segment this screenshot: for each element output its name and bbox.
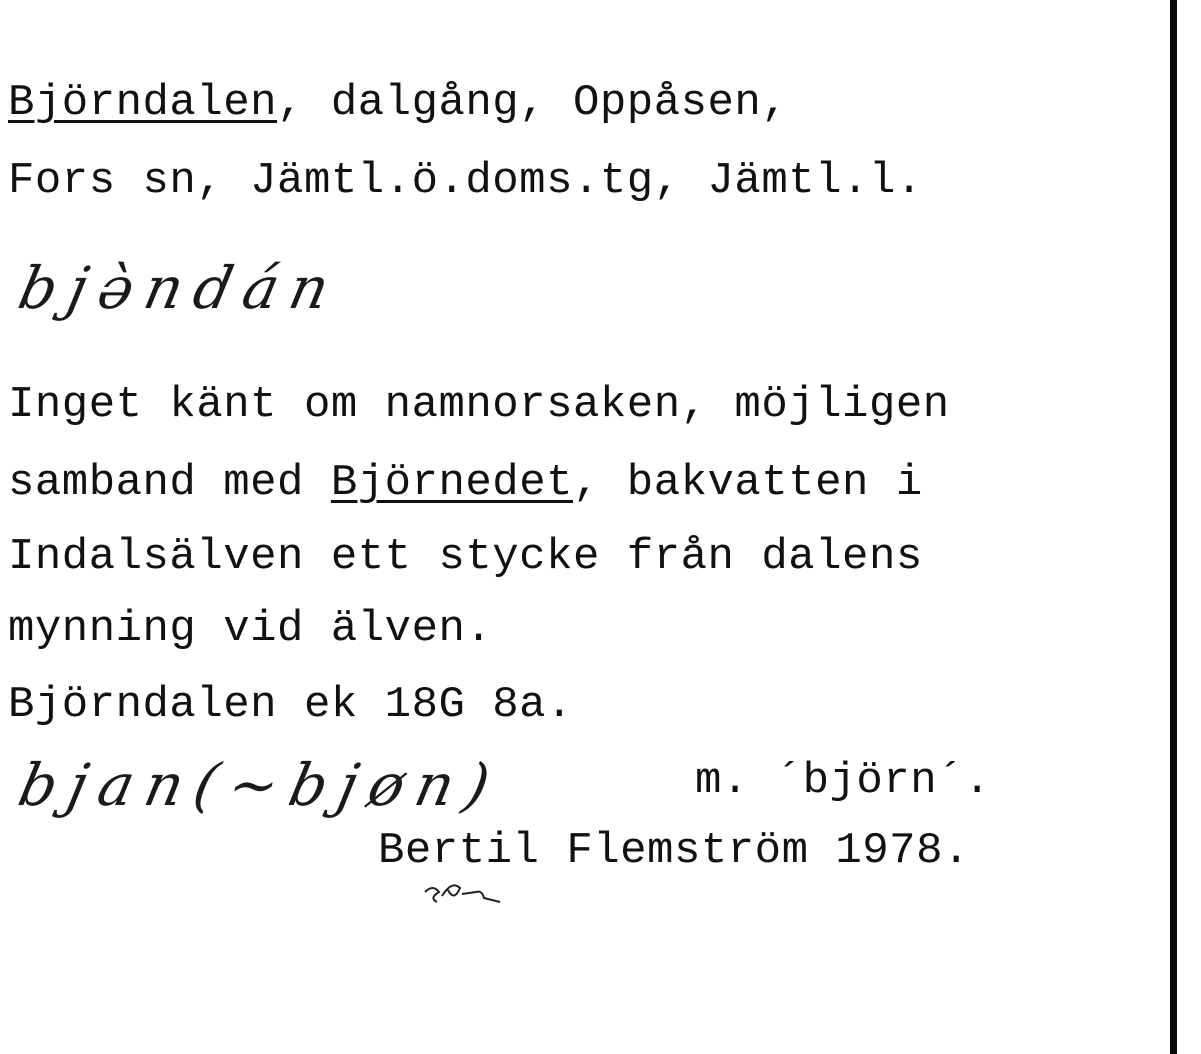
header-line-1-rest: , dalgång, Oppåsen, [277,78,789,128]
phonetic-transcription-2: bjan(~bjøn) [12,751,508,819]
body-line-4: mynning vid älven. [8,604,493,654]
related-place-name: Björnedet [330,458,573,508]
card-edge [1170,0,1177,1054]
author-signature-line: Bertil Flemström 1978. [378,826,970,876]
body-line-2-after: , bakvatten i [573,458,923,508]
body-line-1: Inget känt om namnorsaken, möjligen [8,380,950,430]
body-line-2-before: samband med [8,458,331,508]
place-name: Björndalen [8,78,278,128]
header-line-1 [8,78,788,128]
phonetic-transcription-1: bjə̀ndán [12,254,348,322]
etymology-note: m. ´björn´. [695,756,991,806]
body-line-3: Indalsälven ett stycke från dalens [8,532,923,582]
header-line-2: Fors sn, Jämtl.ö.doms.tg, Jämtl.l. [8,156,923,206]
handwritten-initials-mark [420,872,520,912]
body-line-2 [8,458,923,508]
body-line-5: Björndalen ek 18G 8a. [8,680,573,730]
